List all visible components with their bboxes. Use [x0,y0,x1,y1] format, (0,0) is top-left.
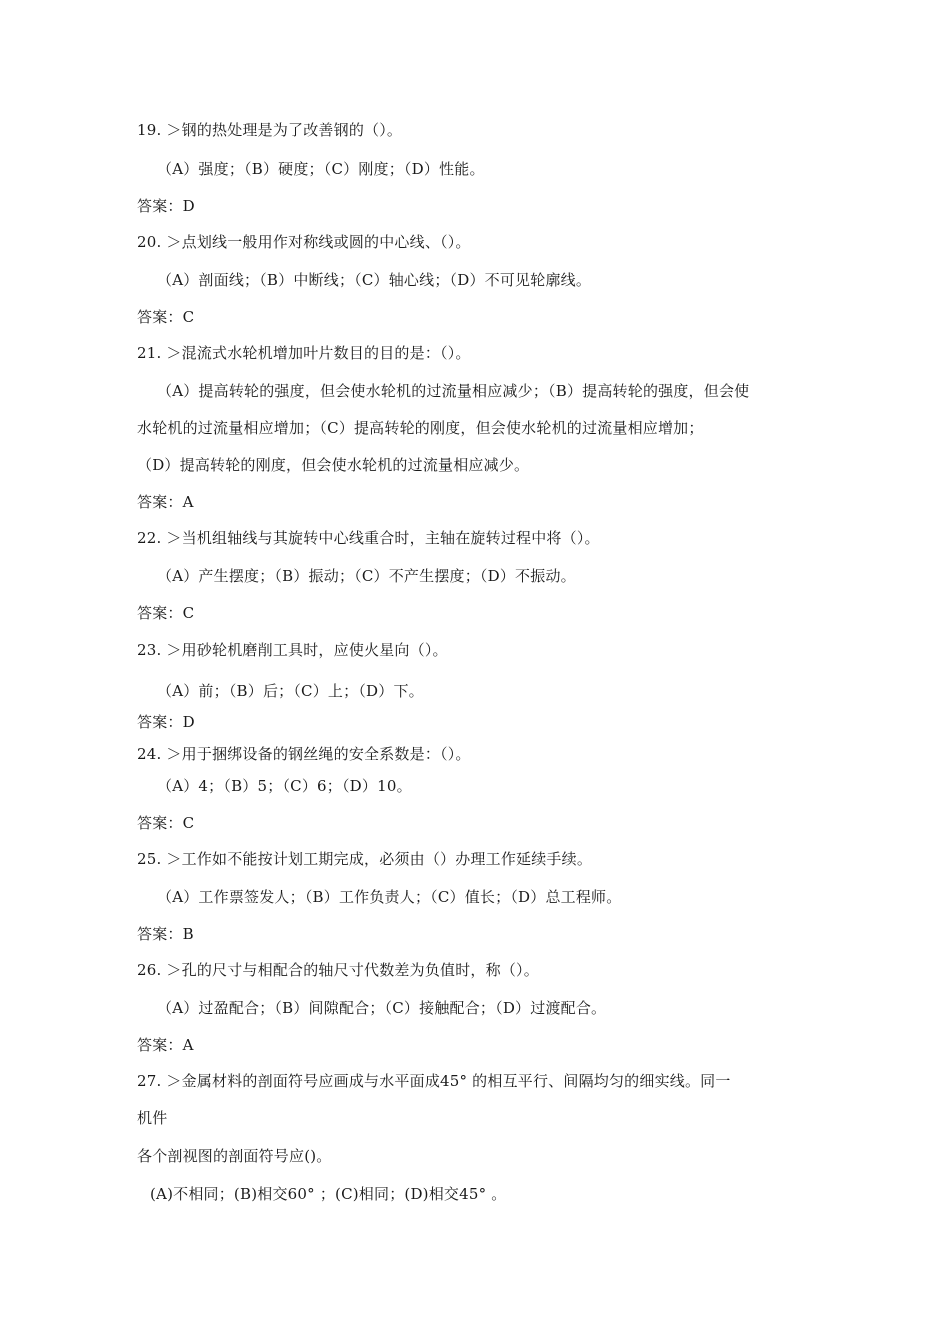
question-24: 24. ＞用于捆绑设备的钢丝绳的安全系数是：（）。 [137,745,471,763]
question-21-answer: 答案：A [137,493,194,511]
question-21-options-line3: （D）提高转轮的刚度，但会使水轮机的过流量相应减少。 [137,456,530,474]
question-22: 22. ＞当机组轴线与其旋转中心线重合时，主轴在旋转过程中将（）。 [137,529,600,547]
question-23-options: （A）前；（B）后；（C）上；（D）下。 [157,682,424,700]
question-21: 21. ＞混流式水轮机增加叶片数目的目的是：（）。 [137,344,471,362]
question-27: 27. ＞金属材料的剖面符号应画成与水平面成45° 的相互平行、间隔均匀的细实线。同一 [137,1072,731,1090]
question-27-continuation-2: 各个剖视图的剖面符号应()。 [137,1147,332,1165]
question-27-continuation-1: 机件 [137,1109,168,1127]
question-23: 23. ＞用砂轮机磨削工具时，应使火星向（）。 [137,641,448,659]
question-24-options: （A）4；（B）5；（C）6；（D）10。 [157,777,412,795]
question-19: 19. ＞钢的热处理是为了改善钢的（）。 [137,121,403,139]
question-22-options: （A）产生摆度；（B）振动；（C）不产生摆度；（D）不振动。 [157,567,576,585]
question-20: 20. ＞点划线一般用作对称线或圆的中心线、（）。 [137,233,471,251]
question-20-answer: 答案：C [137,308,195,326]
question-26-answer: 答案：A [137,1036,194,1054]
question-19-answer: 答案：D [137,197,195,215]
question-24-answer: 答案：C [137,814,195,832]
question-27-options: (A)不相同；(B)相交60° ；(C)相同；(D)相交45° 。 [150,1185,507,1203]
question-21-options-line1: （A）提高转轮的强度，但会使水轮机的过流量相应减少；（B）提高转轮的强度，但会使 [157,382,750,400]
question-25: 25. ＞工作如不能按计划工期完成，必须由（）办理工作延续手续。 [137,850,593,868]
question-26-options: （A）过盈配合；（B）间隙配合；（C）接触配合；（D）过渡配合。 [157,999,607,1017]
question-25-answer: 答案：B [137,925,194,943]
question-25-options: （A）工作票签发人；（B）工作负责人；（C）值长；（D）总工程师。 [157,888,622,906]
question-21-options-line2: 水轮机的过流量相应增加；（C）提高转轮的刚度，但会使水轮机的过流量相应增加； [137,419,704,437]
question-23-answer: 答案：D [137,713,195,731]
question-22-answer: 答案：C [137,604,195,622]
question-19-options: （A）强度；（B）硬度；（C）刚度；（D）性能。 [157,160,485,178]
question-26: 26. ＞孔的尺寸与相配合的轴尺寸代数差为负值时，称（）。 [137,961,539,979]
question-20-options: （A）剖面线；（B）中断线；（C）轴心线；（D）不可见轮廓线。 [157,271,592,289]
